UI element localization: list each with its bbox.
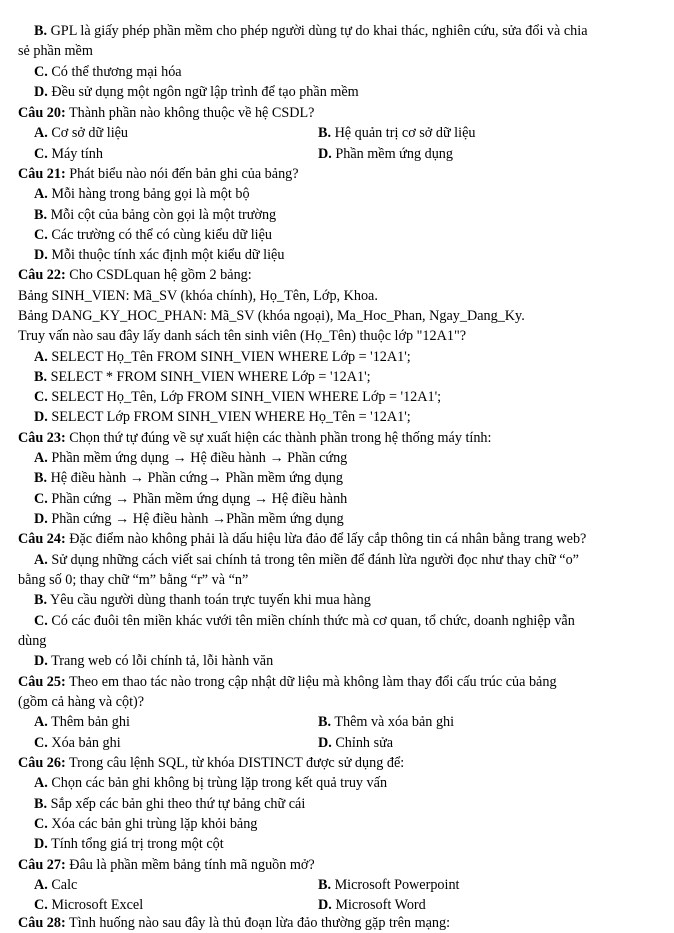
q23-option-b: B. Hệ điều hành → Phần cứng→ Phần mềm ứng dụng <box>34 470 343 486</box>
q22-query: Truy vấn nào sau đây lấy danh sách tên sinh viên (Họ_Tên) thuộc lớp "12A1"? <box>18 328 467 344</box>
q26-option-c: C. Xóa các bản ghi trùng lặp khỏi bảng <box>34 816 258 832</box>
question-26: Câu 26: Trong câu lệnh SQL, từ khóa DISTINCT được sử dụng để: <box>18 755 405 771</box>
q27-option-a: A. Calc <box>34 877 78 893</box>
q25-option-a: A. Thêm bản ghi <box>34 714 130 730</box>
q21-option-a: A. Mỗi hàng trong bảng gọi là một bộ <box>34 186 250 202</box>
question-24: Câu 24: Đặc điểm nào không phải là dấu hiệu lừa đảo để lấy cắp thông tin cá nhân bằng trang web? <box>18 531 587 547</box>
q23-option-a: A. Phần mềm ứng dụng → Hệ điều hành → Phần cứng <box>34 450 348 466</box>
q25-option-d: D. Chỉnh sửa <box>318 735 394 751</box>
question-28: Câu 28: Tình huống nào sau đây là thủ đoạn lừa đảo thường gặp trên mạng: <box>18 915 451 931</box>
q21-option-c: C. Các trường có thể có cùng kiểu dữ liệu <box>34 227 272 243</box>
q25-option-c: C. Xóa bản ghi <box>34 735 121 751</box>
q24-option-c-cont: dùng <box>18 633 47 649</box>
option-b-cont: sẻ phần mềm <box>18 43 93 59</box>
question-27: Câu 27: Đâu là phần mềm bảng tính mã nguồn mở? <box>18 857 315 873</box>
q20-option-d: D. Phần mềm ứng dụng <box>318 146 453 162</box>
q21-option-d: D. Mỗi thuộc tính xác định một kiểu dữ liệu <box>34 247 285 263</box>
q26-option-a: A. Chọn các bản ghi không bị trùng lặp trong kết quả truy vấn <box>34 775 388 791</box>
question-25: Câu 25: Theo em thao tác nào trong cập nhật dữ liệu mà không làm thay đổi cấu trúc của bảng <box>18 674 557 690</box>
q23-option-d: D. Phần cứng → Hệ điều hành →Phần mềm ứng dụng <box>34 511 344 527</box>
q23-option-c: C. Phần cứng → Phần mềm ứng dụng → Hệ điều hành <box>34 491 348 507</box>
q24-option-c: C. Có các đuôi tên miền khác vưới tên miền chính thức mà cơ quan, tổ chức, doanh nghiệp vẫn <box>34 613 575 629</box>
q22-table-2: Bảng DANG_KY_HOC_PHAN: Mã_SV (khóa ngoại), Ma_Hoc_Phan, Ngay_Dang_Ky. <box>18 308 525 324</box>
option-d: D. Đều sử dụng một ngôn ngữ lập trình để tạo phần mềm <box>34 84 359 100</box>
q24-option-d: D. Trang web có lỗi chính tả, lỗi hành văn <box>34 653 274 669</box>
q27-option-b: B. Microsoft Powerpoint <box>318 877 460 893</box>
question-25-cont: (gồm cả hàng và cột)? <box>18 694 145 710</box>
option-c: C. Có thể thương mại hóa <box>34 64 182 80</box>
q21-option-b: B. Mỗi cột của bảng còn gọi là một trường <box>34 207 277 223</box>
question-20: Câu 20: Thành phần nào không thuộc về hệ CSDL? <box>18 105 315 121</box>
q22-option-d: D. SELECT Lớp FROM SINH_VIEN WHERE Họ_Tên = '12A1'; <box>34 409 411 425</box>
q24-option-a-cont: bằng số 0; thay chữ “m” bằng “r” và “n” <box>18 572 249 588</box>
q26-option-d: D. Tính tổng giá trị trong một cột <box>34 836 224 852</box>
q22-option-b: B. SELECT * FROM SINH_VIEN WHERE Lớp = '12A1'; <box>34 369 371 385</box>
q22-option-a: A. SELECT Họ_Tên FROM SINH_VIEN WHERE Lớp = '12A1'; <box>34 349 411 365</box>
q20-option-c: C. Máy tính <box>34 146 103 162</box>
question-21: Câu 21: Phát biểu nào nói đến bản ghi của bảng? <box>18 166 299 182</box>
q20-option-a: A. Cơ sở dữ liệu <box>34 125 129 141</box>
q27-option-d: D. Microsoft Word <box>318 897 426 913</box>
q25-option-b: B. Thêm và xóa bản ghi <box>318 714 455 730</box>
option-b: B. GPL là giấy phép phần mềm cho phép người dùng tự do khai thác, nghiên cứu, sửa đổi và chia <box>34 23 588 39</box>
q22-table-1: Bảng SINH_VIEN: Mã_SV (khóa chính), Họ_Tên, Lớp, Khoa. <box>18 288 378 304</box>
q27-option-c: C. Microsoft Excel <box>34 897 144 913</box>
q26-option-b: B. Sắp xếp các bản ghi theo thứ tự bảng chữ cái <box>34 796 306 812</box>
q22-option-c: C. SELECT Họ_Tên, Lớp FROM SINH_VIEN WHERE Lớp = '12A1'; <box>34 389 442 405</box>
question-22: Câu 22: Cho CSDLquan hệ gồm 2 bảng: <box>18 267 252 283</box>
q24-option-a: A. Sử dụng những cách viết sai chính tả trong tên miền để đánh lừa người đọc như thay chữ “o” <box>34 552 579 568</box>
question-23: Câu 23: Chọn thứ tự đúng về sự xuất hiện các thành phần trong hệ thống máy tính: <box>18 430 492 446</box>
q20-option-b: B. Hệ quản trị cơ sở dữ liệu <box>318 125 476 141</box>
q24-option-b: B. Yêu cầu người dùng thanh toán trực tuyến khi mua hàng <box>34 592 371 608</box>
